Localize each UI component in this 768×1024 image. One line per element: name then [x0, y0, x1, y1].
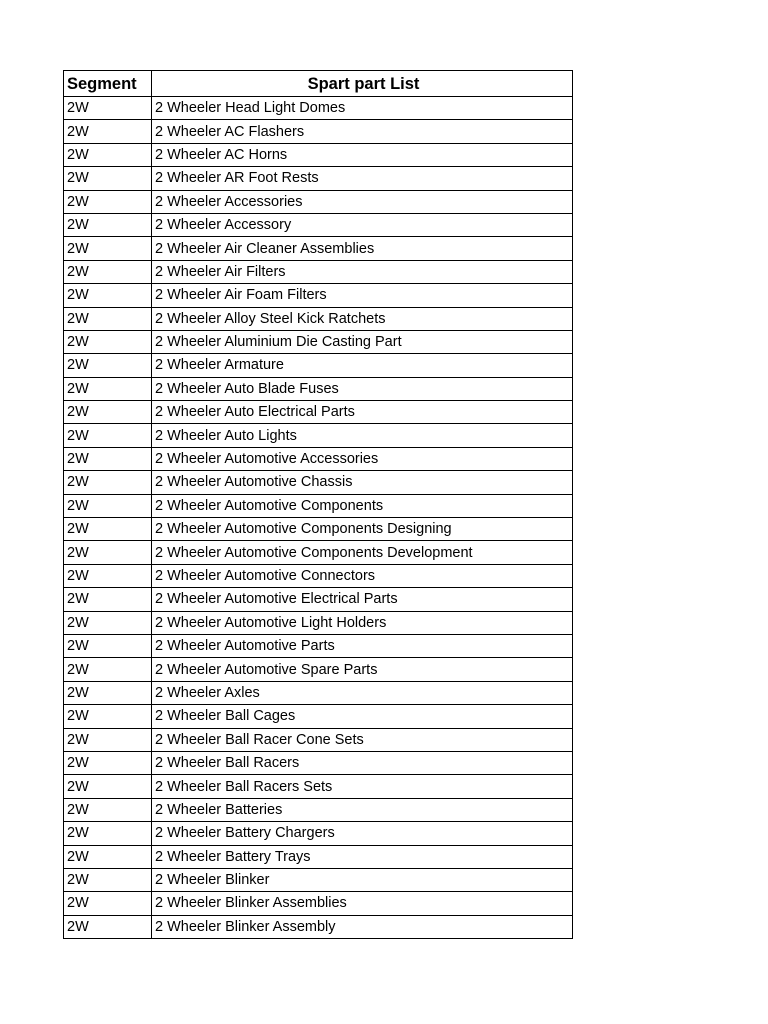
segment-cell: 2W	[64, 915, 152, 938]
table-row	[64, 494, 573, 517]
part-cell: 2 Wheeler Auto Blade Fuses	[152, 377, 573, 400]
segment-cell: 2W	[64, 868, 152, 891]
part-cell: 2 Wheeler Aluminium Die Casting Part	[152, 330, 573, 353]
table-row	[64, 728, 573, 751]
part-cell: 2 Wheeler Ball Racers	[152, 751, 573, 774]
table-header-row	[64, 71, 573, 97]
table-row	[64, 143, 573, 166]
part-cell: 2 Wheeler AR Foot Rests	[152, 167, 573, 190]
part-cell: 2 Wheeler Automotive Components Development	[152, 541, 573, 564]
table-row	[64, 588, 573, 611]
part-cell: 2 Wheeler Air Foam Filters	[152, 284, 573, 307]
table-row	[64, 681, 573, 704]
segment-cell: 2W	[64, 775, 152, 798]
segment-cell: 2W	[64, 447, 152, 470]
segment-cell: 2W	[64, 237, 152, 260]
part-cell: 2 Wheeler Air Filters	[152, 260, 573, 283]
part-cell: 2 Wheeler Accessory	[152, 213, 573, 236]
table-row	[64, 330, 573, 353]
segment-cell: 2W	[64, 634, 152, 657]
table-row	[64, 541, 573, 564]
segment-cell: 2W	[64, 751, 152, 774]
segment-cell: 2W	[64, 564, 152, 587]
part-cell: 2 Wheeler AC Horns	[152, 143, 573, 166]
table-row	[64, 471, 573, 494]
segment-cell: 2W	[64, 471, 152, 494]
segment-cell: 2W	[64, 588, 152, 611]
part-cell: 2 Wheeler Air Cleaner Assemblies	[152, 237, 573, 260]
segment-cell: 2W	[64, 892, 152, 915]
part-cell: 2 Wheeler Automotive Connectors	[152, 564, 573, 587]
table-row	[64, 822, 573, 845]
segment-cell: 2W	[64, 798, 152, 821]
part-cell: 2 Wheeler Head Light Domes	[152, 97, 573, 120]
table-row	[64, 892, 573, 915]
table-row	[64, 424, 573, 447]
table-row	[64, 868, 573, 891]
segment-cell: 2W	[64, 518, 152, 541]
part-cell: 2 Wheeler Armature	[152, 354, 573, 377]
table-row	[64, 190, 573, 213]
segment-cell: 2W	[64, 167, 152, 190]
table-row	[64, 751, 573, 774]
table-row	[64, 658, 573, 681]
part-cell: 2 Wheeler Ball Racers Sets	[152, 775, 573, 798]
part-cell: 2 Wheeler Auto Electrical Parts	[152, 401, 573, 424]
table-row	[64, 798, 573, 821]
segment-cell: 2W	[64, 97, 152, 120]
segment-cell: 2W	[64, 705, 152, 728]
table-row	[64, 97, 573, 120]
table-row	[64, 120, 573, 143]
part-cell: 2 Wheeler Blinker Assemblies	[152, 892, 573, 915]
part-cell: 2 Wheeler Battery Chargers	[152, 822, 573, 845]
spare-parts-table	[63, 70, 573, 939]
part-cell: 2 Wheeler Automotive Components	[152, 494, 573, 517]
table-body	[64, 97, 573, 939]
part-cell: 2 Wheeler AC Flashers	[152, 120, 573, 143]
part-cell: 2 Wheeler Blinker Assembly	[152, 915, 573, 938]
part-cell: 2 Wheeler Accessories	[152, 190, 573, 213]
segment-cell: 2W	[64, 330, 152, 353]
segment-cell: 2W	[64, 377, 152, 400]
part-cell: 2 Wheeler Automotive Accessories	[152, 447, 573, 470]
segment-cell: 2W	[64, 143, 152, 166]
part-cell: 2 Wheeler Batteries	[152, 798, 573, 821]
segment-cell: 2W	[64, 190, 152, 213]
segment-cell: 2W	[64, 354, 152, 377]
segment-cell: 2W	[64, 658, 152, 681]
table-row	[64, 377, 573, 400]
table-row	[64, 775, 573, 798]
part-cell: 2 Wheeler Automotive Light Holders	[152, 611, 573, 634]
part-cell: 2 Wheeler Blinker	[152, 868, 573, 891]
part-cell: 2 Wheeler Ball Racer Cone Sets	[152, 728, 573, 751]
segment-cell: 2W	[64, 681, 152, 704]
segment-cell: 2W	[64, 424, 152, 447]
segment-cell: 2W	[64, 213, 152, 236]
segment-cell: 2W	[64, 611, 152, 634]
table-row	[64, 915, 573, 938]
segment-cell: 2W	[64, 284, 152, 307]
part-cell: 2 Wheeler Automotive Components Designing	[152, 518, 573, 541]
segment-cell: 2W	[64, 845, 152, 868]
part-cell: 2 Wheeler Automotive Spare Parts	[152, 658, 573, 681]
part-cell: 2 Wheeler Alloy Steel Kick Ratchets	[152, 307, 573, 330]
segment-cell: 2W	[64, 120, 152, 143]
table-row	[64, 518, 573, 541]
table-row	[64, 611, 573, 634]
part-cell: 2 Wheeler Axles	[152, 681, 573, 704]
table-row	[64, 447, 573, 470]
segment-cell: 2W	[64, 260, 152, 283]
parts-column-header: Spart part List	[152, 71, 573, 97]
segment-cell: 2W	[64, 728, 152, 751]
segment-column-header: Segment	[64, 71, 152, 97]
part-cell: 2 Wheeler Automotive Parts	[152, 634, 573, 657]
table-row	[64, 564, 573, 587]
part-cell: 2 Wheeler Battery Trays	[152, 845, 573, 868]
segment-cell: 2W	[64, 822, 152, 845]
table-row	[64, 167, 573, 190]
table-row	[64, 237, 573, 260]
segment-cell: 2W	[64, 494, 152, 517]
segment-cell: 2W	[64, 401, 152, 424]
part-cell: 2 Wheeler Ball Cages	[152, 705, 573, 728]
table-row	[64, 307, 573, 330]
part-cell: 2 Wheeler Auto Lights	[152, 424, 573, 447]
table-row	[64, 354, 573, 377]
table-row	[64, 705, 573, 728]
table-row	[64, 213, 573, 236]
segment-cell: 2W	[64, 541, 152, 564]
table-row	[64, 401, 573, 424]
segment-cell: 2W	[64, 307, 152, 330]
part-cell: 2 Wheeler Automotive Electrical Parts	[152, 588, 573, 611]
part-cell: 2 Wheeler Automotive Chassis	[152, 471, 573, 494]
table-row	[64, 260, 573, 283]
table-row	[64, 284, 573, 307]
table-row	[64, 634, 573, 657]
table-row	[64, 845, 573, 868]
